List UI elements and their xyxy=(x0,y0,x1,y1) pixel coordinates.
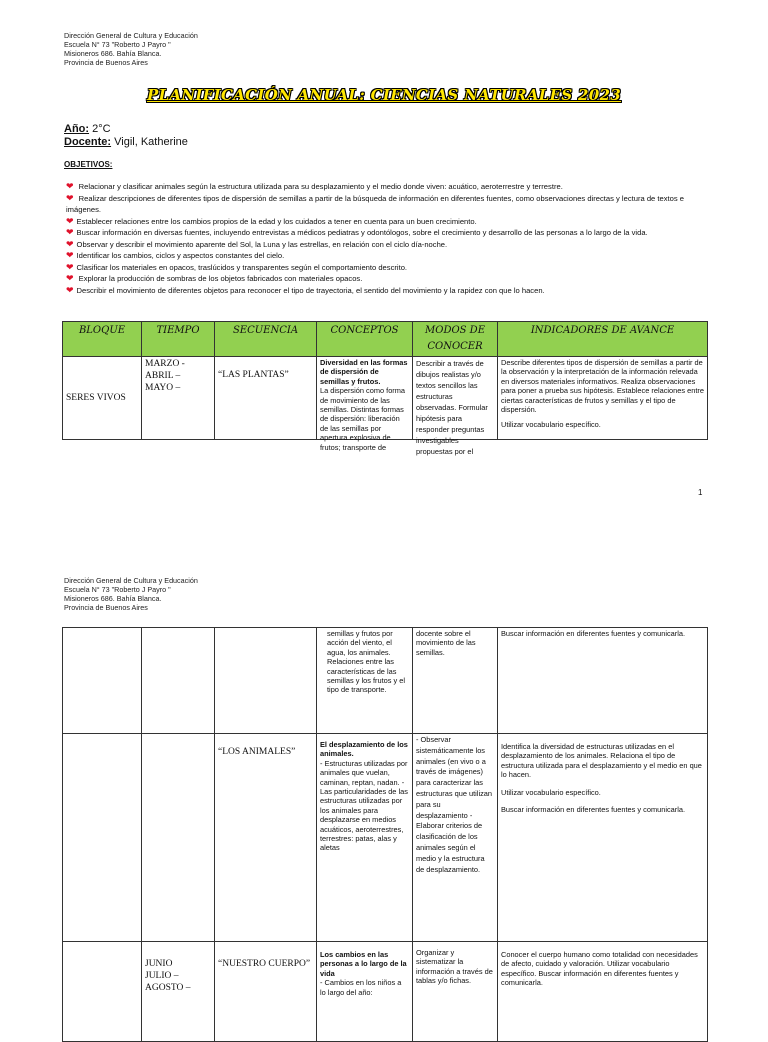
modos-cont-text: docente sobre el movimiento de las semillas. xyxy=(416,629,476,657)
bloque-text: SERES VIVOS xyxy=(66,393,126,403)
header-line: Dirección General de Cultura y Educación xyxy=(64,576,198,585)
cell-indicadores-cuerpo xyxy=(498,942,708,1042)
cell-modos-cont xyxy=(413,628,498,734)
cell-bloque xyxy=(63,357,142,440)
animales-indicadores-text-2: Utilizar vocabulario específico. xyxy=(501,787,601,797)
header-line: Dirección General de Cultura y Educación xyxy=(64,31,198,40)
heart-icon: ❤ xyxy=(66,192,74,203)
conceptos-heading: Diversidad en las formas de dispersión de semillas y frutos. xyxy=(320,358,408,386)
cell-conceptos-cont xyxy=(317,628,413,734)
heart-icon: ❤ xyxy=(66,261,74,272)
heart-icon: ❤ xyxy=(66,215,74,226)
conceptos-text: La dispersión como forma de movimiento de las semillas. Distintas formas de dispersión: liberación de las semillas por apertura explosiva de frutos; transporte de xyxy=(320,386,406,452)
ano-label: Año: xyxy=(64,123,90,135)
heart-icon: ❤ xyxy=(66,250,74,260)
page1-header xyxy=(64,31,198,67)
cell-bloque-cuerpo xyxy=(63,942,142,1042)
secuencia-text: “LAS PLANTAS” xyxy=(218,370,289,380)
cell-tiempo-cont xyxy=(142,628,215,734)
secuencia-animales: “LOS ANIMALES” xyxy=(218,747,296,757)
cell-indicadores-animales xyxy=(498,734,708,942)
objetivo-item: ❤ Clasificar los materiales en opacos, traslúcidos y transparentes según el comportamiento descrito. xyxy=(66,261,408,272)
meta-docente xyxy=(64,135,188,149)
animales-conceptos-text: - Estructuras utilizadas por animales que vuelan, caminan, reptan, nadan. - Las particularidades de las estructuras utilizadas por los animales para desplazarse en medios acuáticos, aeroterrestres, terrestres: patas, alas y aletas xyxy=(320,758,408,853)
cell-tiempo-cuerpo xyxy=(142,942,215,1042)
cell-modos-cuerpo xyxy=(413,942,498,1042)
heart-icon: ❤ xyxy=(66,181,74,191)
header-line: Misioneros 686. Bahía Blanca. xyxy=(64,594,162,603)
plan-table-page2 xyxy=(62,627,708,1042)
cell-secuencia-animales xyxy=(215,734,317,942)
meta-ano xyxy=(64,122,111,136)
cell-indicadores-cont xyxy=(498,628,708,734)
page-number: 1 xyxy=(698,488,703,497)
cell-secuencia xyxy=(215,357,317,440)
heart-icon: ❤ xyxy=(66,284,74,295)
cuerpo-modos-text: Organizar y sistematizar la información a través de tablas y/o fichas. xyxy=(416,948,493,986)
cell-bloque-cont xyxy=(63,628,142,734)
cell-modos xyxy=(413,357,498,456)
header-line: Escuela N° 73 "Roberto J Payro " xyxy=(64,40,171,49)
cell-tiempo xyxy=(142,357,215,440)
objetivo-item: ❤ Explorar la producción de sombras de los objetos fabricados con materiales opacos. xyxy=(66,273,363,283)
heart-icon: ❤ xyxy=(66,273,74,283)
cell-bloque-animales xyxy=(63,734,142,942)
cuerpo-secuencia: “NUESTRO CUERPO” xyxy=(218,959,311,969)
conceptos-cont-text: semillas y frutos por acción del viento, el agua, los animales. Relaciones entre las características de las semillas y los frutos y el tipo de transporte. xyxy=(327,629,406,695)
header-modos: MODOS DE CONOCER xyxy=(413,322,498,357)
cell-tiempo-animales xyxy=(142,734,215,942)
indicadores-text: Describe diferentes tipos de dispersión de semillas a partir de la observación y la interpretación de la información relevada en diversos materiales informativos. Realiza observaciones para poner a prueba sus hipótesis. Establece relaciones entre ciertas características de frutos y semillas y el tipo de dispersión. xyxy=(501,358,704,415)
header-line: Escuela N° 73 "Roberto J Payro " xyxy=(64,585,171,594)
cuerpo-conceptos-text: - Cambios en los niños a lo largo del año: xyxy=(320,978,402,997)
animales-indicadores-text: Identifica la diversidad de estructuras utilizadas en el desplazamiento de los animales. Relaciona el tipo de estructura utilizada para el desplazamiento y el medio en que lo hacen. xyxy=(501,742,702,780)
modos-text: Describir a través de dibujos realistas y/o textos sencillos las estructuras observadas. Formular hipótesis para responder preguntas investigables propuestas por el xyxy=(416,359,488,456)
objetivo-item: ❤ Relacionar y clasificar animales según la estructura utilizada para su desplazamiento y el medio donde viven: acuático, aeroterrestre y terrestre. xyxy=(66,181,563,191)
header-conceptos: CONCEPTOS xyxy=(317,322,413,357)
cell-conceptos xyxy=(317,357,413,452)
header-line: Misioneros 686. Bahía Blanca. xyxy=(64,49,162,58)
heart-icon: ❤ xyxy=(66,238,74,249)
animales-heading: El desplazamiento de los animales. xyxy=(320,740,408,759)
animales-indicadores-text-3: Buscar información en diferentes fuentes y comunicarla. xyxy=(501,805,686,815)
plan-table-page1 xyxy=(62,321,708,456)
objetivos-title: OBJETIVOS: xyxy=(64,160,113,169)
header-line: Provincia de Buenos Aires xyxy=(64,603,148,612)
animales-modos-text: - Observar sistemáticamente los animales (en vivo o a través de imágenes) para caracterizar las estructuras que utilizan para su desplazamiento - Elaborar criterios de clasificación de los animales según el medio y la estructura de desplazamiento. xyxy=(416,735,492,874)
ano-value: 2°C xyxy=(89,123,111,135)
cell-secuencia-cont xyxy=(215,628,317,734)
header-bloque: BLOQUE xyxy=(63,322,142,357)
page2-header xyxy=(64,576,198,612)
cell-indicadores xyxy=(498,357,708,440)
objetivos-list xyxy=(64,181,714,296)
cell-conceptos-cuerpo xyxy=(317,942,413,1042)
cell-secuencia-cuerpo xyxy=(215,942,317,1042)
objetivo-item: ❤ Identificar los cambios, ciclos y aspectos constantes del cielo. xyxy=(66,250,285,260)
docente-label: Docente: xyxy=(64,136,112,148)
cuerpo-heading: Los cambios en las personas a lo largo de la vida xyxy=(320,950,407,978)
objetivo-item: ❤ Establecer relaciones entre los cambios propios de la edad y los cuidados a tener en cuenta para un buen crecimiento. xyxy=(66,215,477,226)
header-secuencia: SECUENCIA xyxy=(215,322,317,357)
objetivo-item: ❤ Describir el movimiento de diferentes objetos para reconocer el tipo de trayectoria, el sentido del movimiento y la rapidez con que lo hacen. xyxy=(66,284,545,295)
tiempo-text: MARZO - ABRIL – MAYO – xyxy=(145,359,185,393)
cuerpo-indicadores-text: Conocer el cuerpo humano como totalidad con necesidades de afecto, cuidado y valoración. Utilizar vocabulario específico. Buscar información en diferentes fuentes y comunicarla. xyxy=(501,950,698,988)
objetivo-item: ❤ Observar y describir el movimiento aparente del Sol, la Luna y las estrellas, en relación con el ciclo día-noche. xyxy=(66,238,448,249)
cell-modos-animales xyxy=(413,734,498,942)
header-line: Provincia de Buenos Aires xyxy=(64,58,148,67)
cell-conceptos-animales xyxy=(317,734,413,942)
header-indicadores: INDICADORES DE AVANCE xyxy=(498,322,708,357)
objetivo-item: ❤ Realizar descripciones de diferentes tipos de dispersión de semillas a partir de la búsqueda de información en diferentes fuentes, como observaciones directas y lectura de textos e imágenes. xyxy=(66,192,684,214)
heart-icon: ❤ xyxy=(66,227,74,237)
indicadores-text-2: Utilizar vocabulario específico. xyxy=(501,420,601,430)
objetivo-item: ❤ Buscar información en diversas fuentes, incluyendo entrevistas a médicos pediatras y odontólogos, sobre el crecimiento y desarrollo de las personas a lo largo de la vida. xyxy=(66,227,648,237)
cuerpo-tiempo: JUNIO JULIO – AGOSTO – xyxy=(145,959,191,993)
indicadores-cont-text: Buscar información en diferentes fuentes y comunicarla. xyxy=(501,629,686,638)
docente-value: Vigil, Katherine xyxy=(111,136,188,148)
header-tiempo: TIEMPO xyxy=(142,322,215,357)
page-title: PLANIFICACIÓN ANUAL: CIENCIAS NATURALES 2023 xyxy=(147,86,621,104)
